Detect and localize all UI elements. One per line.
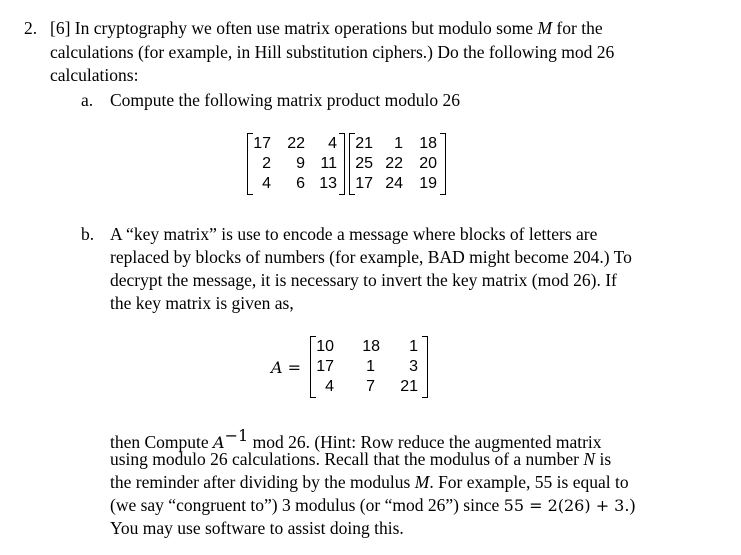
- problem-number: 2.: [24, 18, 38, 38]
- part-b-line-8-post: ): [629, 495, 636, 515]
- part-b-line-6-post: is: [595, 449, 612, 469]
- part-b-label: b.: [81, 224, 95, 244]
- matrix1-cell: 22: [287, 135, 305, 152]
- matrix2-cell: 17: [355, 175, 373, 192]
- matrix1-cell: 13: [319, 175, 337, 192]
- part-b-line-7-post: . For example, 55 is equal to: [429, 472, 629, 492]
- matrix2-cell: 21: [355, 135, 373, 152]
- matrix-a-cell: 10: [316, 338, 334, 355]
- part-a-text: Compute the following matrix product modulo 26: [110, 90, 460, 110]
- matrix-a-name: A =: [271, 358, 302, 377]
- part-b-line-8-math: 55 = 2(26) + 3.: [503, 496, 630, 515]
- problem-line-2: calculations (for example, in Hill substitution ciphers.) Do the following mod 26: [50, 42, 615, 62]
- matrix-a-cell: 4: [325, 378, 334, 395]
- matrix1-cell: 4: [262, 175, 271, 192]
- part-b-line-7-var: M: [414, 472, 430, 492]
- part-b-line-7: [110, 471, 629, 493]
- matrix-a-cell: 18: [362, 338, 380, 355]
- part-b-line-8: [110, 494, 635, 517]
- problem-line-3: calculations:: [50, 65, 139, 85]
- part-b-line-6-var: N: [583, 449, 596, 469]
- matrix1-cell: 6: [296, 175, 305, 192]
- matrix2-cell: 18: [419, 135, 437, 152]
- part-a-label: a.: [81, 90, 94, 110]
- inverse-var: A: [213, 432, 225, 452]
- part-b-line-2: replaced by blocks of numbers (for example, BAD might become 204.) To: [110, 247, 632, 267]
- matrix1-cell: 11: [320, 155, 337, 172]
- part-b-line-6: [110, 448, 611, 470]
- matrix2-cell: 25: [355, 155, 373, 172]
- problem-line-1-post: for the: [552, 18, 603, 38]
- part-b-line-7-pre: the reminder after dividing by the modulus: [110, 472, 415, 492]
- matrix-a-cell: 3: [409, 358, 418, 375]
- matrix2-cell: 22: [385, 155, 403, 172]
- inverse-exponent: −1: [224, 426, 249, 445]
- part-b-line-4: the key matrix is given as,: [110, 293, 294, 313]
- matrix2-cell: 24: [385, 175, 403, 192]
- matrix-a-cell: 21: [400, 378, 418, 395]
- matrix2-cell: 20: [419, 155, 437, 172]
- matrix2-right-bracket: [440, 133, 446, 195]
- part-b-line-6-pre: using modulo 26 calculations. Recall that the modulus of a number: [110, 449, 584, 469]
- matrix-a-right-bracket: [422, 336, 428, 398]
- part-b-line-5-pre: then Compute: [110, 431, 214, 452]
- matrix1-right-bracket: [339, 133, 345, 195]
- matrix-a-cell: 1: [366, 358, 375, 375]
- matrix2-cell: 19: [419, 175, 437, 192]
- problem-line-1-var: M: [537, 18, 553, 38]
- matrix-a-cell: 1: [409, 338, 418, 355]
- part-b-line-8-pre: (we say “congruent to”) 3 modulus (or “mod 26”) since: [110, 495, 504, 515]
- matrix1-cell: 2: [262, 155, 271, 172]
- matrix-a-cell: 7: [366, 378, 375, 395]
- matrix-a-cell: 17: [316, 358, 334, 375]
- problem-line-1: [50, 17, 603, 39]
- problem-line-1-pre: [6] In cryptography we often use matrix operations but modulo some: [50, 18, 538, 38]
- matrix1-cell: 17: [253, 135, 271, 152]
- matrix1-cell: 4: [328, 135, 337, 152]
- part-b-line-5-post: mod 26. (Hint: Row reduce the augmented matrix: [248, 431, 602, 452]
- matrix1-cell: 9: [296, 155, 305, 172]
- part-b-line-1: A “key matrix” is use to encode a message where blocks of letters are: [110, 224, 598, 244]
- part-b-line-3: decrypt the message, it is necessary to invert the key matrix (mod 26). If: [110, 270, 617, 290]
- matrix2-cell: 1: [394, 135, 403, 152]
- part-b-line-9: You may use software to assist doing this.: [110, 518, 404, 538]
